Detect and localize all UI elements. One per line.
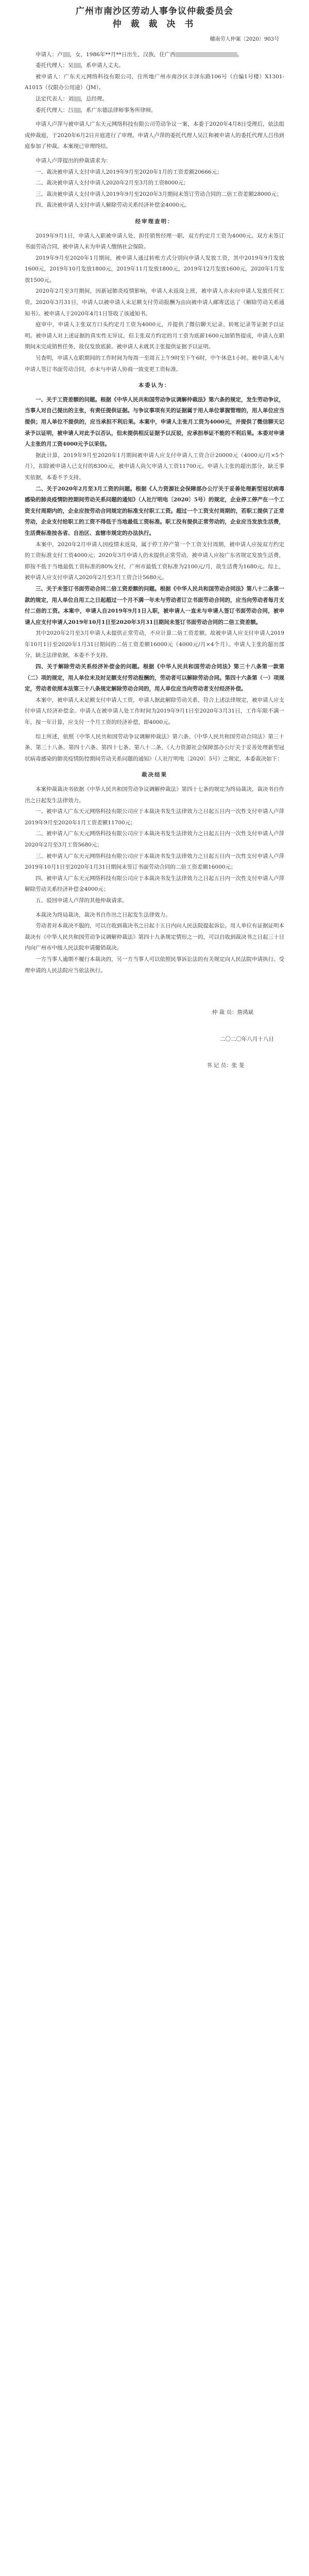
fact-paragraph: 庭审中，申请人主张双方口头约定月工资为4000元，并提供了微信聊天记录、转账记录等证据予以证明。被申请人对上述证据的真实性无异议，但主张双方约定的月工资为底薪1600元加销售提成，申请人在职期间未完成销售任务，故仅发放底薪。被申请人未就其主张提供证据予以证明。: [25, 321, 284, 350]
redaction-block: [63, 52, 70, 57]
ruling-item: 一、被申请人广东天元网络科技有限公司应于本裁决书发生法律效力之日起五日内一次性支付申请人卢萍2019年9月至2020年1月工资差额11700元；: [25, 808, 284, 826]
applicant-label: 申请人：: [36, 51, 57, 58]
ruling-item: 四、被申请人广东天元网络科技有限公司应于本裁决书发生法律效力之日起五日内一次性支付申请人卢萍解除劳动关系经济补偿金4000元；: [25, 875, 284, 893]
ruling-item: 二、被申请人广东天元网络科技有限公司应于本裁决书发生法律效力之日起五日内一次性支付申请人卢萍2020年2月至3月工资5680元；: [25, 831, 284, 848]
claim-item: 三、裁决被申请人支付申请人2019年9月至2020年3月期间未签订劳动合同的二倍工资差额28000元；: [36, 191, 282, 197]
legal-rep-label: 法定代表人：刘: [36, 95, 74, 102]
appeal-paragraph: 劳动者对本裁决不服的，可以自收到裁决书之日起十五日内向人民法院提起诉讼。用人单位有证据证明本裁决有《中华人民共和国劳动争议调解仲裁法》第四十九条规定情形之一的，可以自收到裁决书之日起三十日内向广州市中级人民法院申请撤销裁决。: [25, 923, 284, 952]
intro-paragraph: 申请人卢萍与被申请人广东天元网络科技有限公司劳动争议一案，本委于2020年4月8日受理后，依法组成仲裁庭，于2020年6月2日开庭进行了审理。申请人卢萍的委托代理人吴江和被申请人的委托代理人吕伟到庭参加了仲裁。本案现已审理终结。: [25, 121, 284, 150]
ruling-intro: 本案仲裁裁决书依据《中华人民共和国劳动争议调解仲裁法》第四十七条的规定为终局裁决，裁决书自作出之日起发生法律效力。: [25, 786, 284, 804]
opinion-paragraph: 四、关于解除劳动关系经济补偿金的问题。根据《中华人民共和国劳动合同法》第三十八条第一款第（二）项的规定，用人单位未及时足额支付劳动报酬的，劳动者可以解除劳动合同。第四十六条第（一）项规定，劳动者依照本法第三十八条规定解除劳动合同的，用人单位应当向劳动者支付经济补偿。: [25, 664, 284, 692]
ruling-item: 三、被申请人广东天元网络科技有限公司应于本裁决书发生法律效力之日起五日内一次性支付申请人卢萍2019年10月1日至2020年1月31日期间未签订书面劳动合同的二倍工资差额16000元；: [25, 853, 284, 871]
opinion-paragraph: 一、关于工资差额的问题。根据《中华人民共和国劳动争议调解仲裁法》第六条的规定，发生劳动争议，当事人对自己提出的主张，有责任提供证据。与争议事项有关的证据属于用人单位掌握管理的，用人单位应当提供；用人单位不提供的，应当承担不利后果。本案中，申请人主张月工资为4000元，并提供了微信聊天记录予以证明，被申请人对此予以否认，但未提供相反证据予以反驳，应承担举证不能的不利后果。本委对申请人主张的月工资4000元予以采信。: [25, 396, 284, 448]
ruling-title: 裁决结果: [142, 772, 167, 778]
applicant-line: [25, 49, 284, 61]
arbitrator-label: 仲 裁 员：: [212, 1009, 237, 1016]
applicant-sex: ，女，: [70, 51, 86, 58]
appeal-paragraph: 一方当事人逾期不履行本裁决的，另一方当事人可以依照民事诉讼法的有关规定向人民法院申请执行。受理申请的人民法院应当依法执行。: [25, 956, 284, 974]
fact-paragraph: 2019年9月1日，申请人入职被申请人处，担任销售经理一职，双方约定月工资为4000元。双方未签订书面劳动合同，被申请人未为申请人缴纳社会保险。: [25, 232, 284, 250]
respondent-agent-line: [25, 105, 284, 116]
redaction-block: [74, 96, 81, 101]
ruling-item: 五、驳回申请人卢萍的其他仲裁请求。: [36, 897, 128, 904]
case-number: 穗南劳人仲案〔2020〕903号: [210, 37, 279, 42]
agent-line: [25, 60, 284, 72]
applicant-addr-tail: 。: [237, 51, 243, 58]
opinion-paragraph: 其中2020年2月至3月申请人未提供正常劳动，不应计算二倍工资差额。故被申请人应支付申请人2019年10月1日至2020年1月31日期间的二倍工资差额16000元（4000元/月×4个月）。申请人主张的超出部分，缺乏法律依据，本委不予支持。: [25, 630, 284, 659]
claim-item: 四、裁决被申请人支付申请人解除劳动关系经济补偿金4000元。: [36, 202, 190, 209]
legal-basis-paragraph: 综上所述，依照《中华人民共和国劳动争议调解仲裁法》第六条、《中华人民共和国劳动合同法》第三十条、第三十八条、第四十六条、第四十七条、第八十二条，《人力资源社会保障部办公厅关于妥善处理新型冠状病毒感染的肺炎疫情防控期间劳动关系问题的通知》（人社厅明电〔2020〕5号）之规定，本委裁决如下：: [25, 733, 284, 762]
opinion-paragraph: 二、关于2020年2月至3月工资的问题。根据《人力资源社会保障部办公厅关于妥善处理新型冠状病毒感染的肺炎疫情防控期间劳动关系问题的通知》（人社厅明电〔2020〕5号）的规定，企业停工停产在一个工资支付周期内的，企业应按劳动合同规定的标准支付职工工资。超过一个工资支付周期的，若职工提供了正常劳动，企业支付给职工的工资不得低于当地最低工资标准。职工没有提供正常劳动的，企业应当发放生活费，生活费标准按各省、自治区、直辖市规定的办法执行。: [25, 485, 284, 536]
respondent-line: 被申请人：广东天元网络科技有限公司，住所地广州市南沙区丰泽东路106号（自编1号楼）X1301-A1015（仅限办公用途）（JM）。: [25, 73, 284, 91]
opinion-paragraph: 本案中，2020年2月申请人因疫情未返岗，属于停工停产第一个工资支付周期，被申请人应按双方约定的工资标准支付工资4000元；2020年3月申请人仍未提供正常劳动，被申请人应按广东省规定发放生活费，即按不低于当地最低工资标准的80%支付，广州市最低工资标准为2100元/月，故生活费为1680元。综上，被申请人应支付申请人2020年2月至3月工资合计5680元。: [25, 541, 284, 581]
claims-header: 申请人卢萍提出的仲裁请求为：: [36, 157, 111, 164]
opinion-title: 本委认为：: [138, 382, 171, 389]
opinion-paragraph: 三、关于未签订书面劳动合同二倍工资差额的问题。根据《中华人民共和国劳动合同法》第八十二条第一款的规定，用人单位自用工之日起超过一个月不满一年未与劳动者订立书面劳动合同的，应当向劳动者每月支付二倍的工资。本案中，申请人自2019年9月1日入职，被申请人一直未与申请人签订书面劳动合同，被申请人应支付申请人2019年10月1日至2020年3月31日期间未签订书面劳动合同的二倍工资差额。: [25, 585, 284, 625]
respondent-agent-label: 委托代理人：吕: [36, 107, 74, 113]
committee-title: 广州市南沙区劳动人事争议仲裁委员会: [76, 6, 233, 16]
opinion-paragraph: 据此计算，2019年9月至2020年1月期间被申请人应支付申请人工资合计20000元（4000元/月×5个月），扣除被申请人已支付的8300元，被申请人尚欠申请人工资11700元。申请人主张的超出部分，缺乏事实依据，本委不予支持。: [25, 452, 284, 481]
redaction-block: [74, 108, 81, 113]
clerk-signature: [25, 1060, 284, 1072]
legal-rep-tail: ，总经理。: [80, 95, 108, 102]
arbitrator-name: 詹鸿斌: [237, 1009, 253, 1016]
clerk-name: 张 斐: [231, 1062, 244, 1069]
agent-name: 吴: [68, 62, 74, 69]
legal-rep-line: [25, 94, 284, 105]
agent-mid: ，系申请人丈夫。: [80, 62, 124, 69]
opinion-paragraph: 本案中，被申请人未足额支付申请人工资，申请人据此解除劳动关系，符合上述法律规定，被申请人应支付申请人经济补偿金。申请人在被申请人处工作时间为2019年9月1日至2020年3月31日，工作年限不满一年，按一年计算，应支付一个月工资的经济补偿，即4000元。: [25, 697, 284, 726]
fact-paragraph: 另查明，申请人在职期间的工作时间为每周一至周五上午9时至下午6时，中午休息1小时。被申请人未与申请人签订书面劳动合同，亦未与申请人协商一致变更工资标准。: [25, 355, 284, 372]
facts-title: 经审理查明：: [135, 218, 174, 225]
respondent-agent-tail: ，系广东德法律师事务所律师。: [80, 107, 157, 113]
claim-item: 一、裁决被申请人支付申请人2019年9月至2020年1月的工资差额20666元；: [36, 168, 222, 175]
applicant-name: 卢: [57, 51, 63, 58]
agent-label: 委托代理人：: [36, 62, 68, 69]
applicant-born: 1986年**月**日出生，汉族，住广西: [86, 51, 176, 58]
redaction-block: [176, 52, 237, 57]
clerk-label: 书 记 员：: [206, 1062, 232, 1069]
appeal-paragraph: 本裁决为终局裁决，裁决书自作出之日起发生法律效力。: [36, 911, 171, 918]
fact-paragraph: 2019年9月至2020年1月期间，被申请人通过转账方式分别向申请人发放工资，其中2019年9月发放1600元，2019年10月发放1800元，2019年11月发放1800元，2019年12月发放1600元，2020年1月发放1500元。: [25, 255, 284, 283]
ruling-date: 二〇二〇年八月十八日: [220, 1036, 274, 1042]
document-title: 仲 裁 裁 决 书: [112, 19, 197, 29]
redaction-block: [74, 63, 81, 68]
claim-item: 二、裁决被申请人支付申请人2020年2月至3月的工资8000元；: [36, 180, 189, 187]
fact-paragraph: 2020年2月至3月期间，因新冠肺炎疫情影响，申请人未返岗上班，被申请人亦未向申请人发放任何工资。2020年3月31日，申请人以被申请人未足额支付劳动报酬为由向被申请人邮寄送达了《解除劳动关系通知书》。被申请人于2020年4月1日签收了该通知书。: [25, 288, 284, 317]
arbitrator-signature: [25, 1007, 284, 1019]
